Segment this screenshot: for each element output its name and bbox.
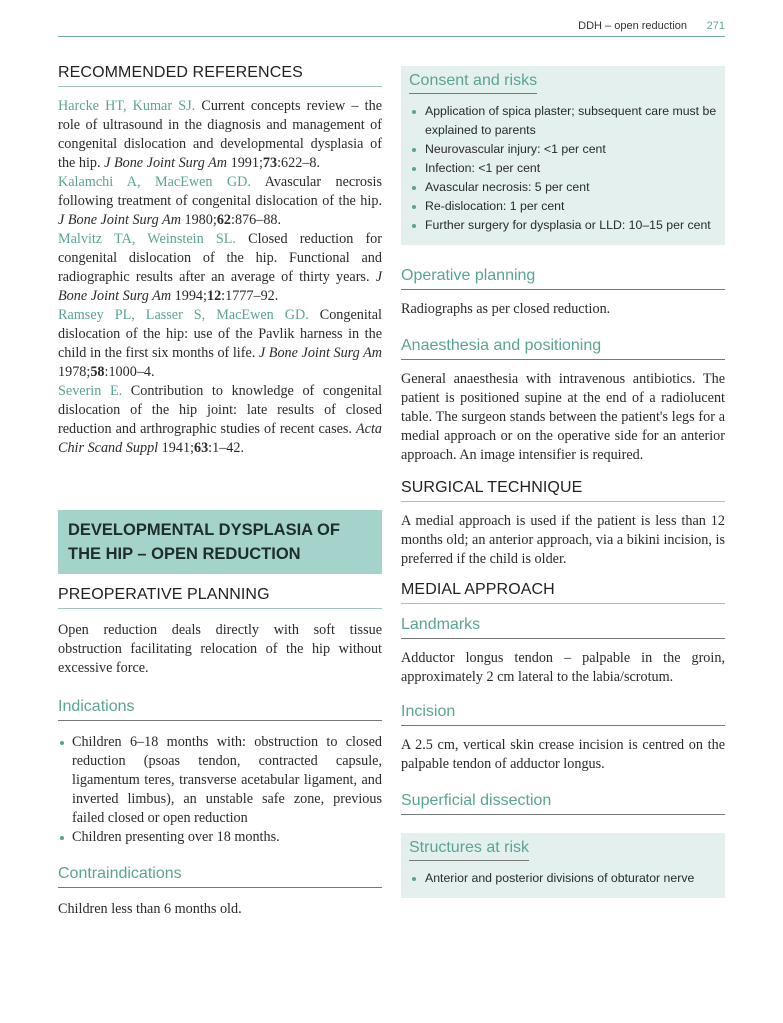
structures-list bbox=[409, 869, 717, 888]
operative-planning-heading: Operative planning bbox=[401, 267, 725, 290]
risk-item: Neurovascular injury: <1 per cent bbox=[409, 140, 717, 159]
left-column bbox=[58, 60, 382, 919]
contraindications-heading: Contraindications bbox=[58, 865, 382, 888]
incision-heading: Incision bbox=[401, 703, 725, 726]
running-title: DDH – open reduction bbox=[578, 20, 687, 32]
preoperative-text: Open reduction deals directly with soft tissue obstruction facilitating relocation of the hip without excessive force. bbox=[58, 622, 382, 676]
incision-text: A 2.5 cm, vertical skin crease incision is centred on the palpable tendon of adductor longus. bbox=[401, 737, 725, 772]
consent-list bbox=[409, 102, 717, 235]
reference-item: Severin E. Contribution to knowledge of congenital dislocation of the hip joint: late results of closed reduction and arthrographic studies of recent cases. Acta Chir Scand Suppl 1941;63:1–42. bbox=[58, 383, 382, 456]
risk-item: Re-dislocation: 1 per cent bbox=[409, 197, 717, 216]
page-number: 271 bbox=[706, 20, 725, 32]
medial-approach-heading: MEDIAL APPROACH bbox=[401, 581, 725, 604]
reference-item: Kalamchi A, MacEwen GD. Avascular necrosis following treatment of congenital dislocation of the hip. J Bone Joint Surg Am 1980;62:876–88. bbox=[58, 174, 382, 228]
superficial-dissection-heading: Superficial dissection bbox=[401, 792, 725, 815]
risk-item: Further surgery for dysplasia or LLD: 10–15 per cent bbox=[409, 216, 717, 235]
chapter-title: DEVELOPMENTAL DYSPLASIA OF THE HIP – OPEN REDUCTION bbox=[68, 521, 340, 563]
structures-at-risk-box bbox=[401, 833, 725, 898]
surgical-technique-heading: SURGICAL TECHNIQUE bbox=[401, 479, 725, 502]
consent-heading: Consent and risks bbox=[409, 72, 537, 94]
preoperative-heading: PREOPERATIVE PLANNING bbox=[58, 586, 382, 609]
risk-item: Infection: <1 per cent bbox=[409, 159, 717, 178]
reference-item: Harcke HT, Kumar SJ. Current concepts review – the role of ultrasound in the diagnosis and management of congenital dislocation and developmental dysplasia of the hip. J Bone Joint Surg Am 1991;73:622–8. bbox=[58, 98, 382, 171]
right-column bbox=[401, 66, 725, 898]
references-list bbox=[58, 97, 382, 458]
structure-item: Anterior and posterior divisions of obturator nerve bbox=[409, 869, 717, 888]
risk-item: Application of spica plaster; subsequent care must be explained to parents bbox=[409, 102, 717, 140]
chapter-title-box bbox=[58, 510, 382, 574]
landmarks-text: Adductor longus tendon – palpable in the groin, approximately 2 cm lateral to the labia/scrotum. bbox=[401, 650, 725, 685]
reference-authors[interactable]: Severin E. bbox=[58, 383, 123, 399]
anaesthesia-heading: Anaesthesia and positioning bbox=[401, 337, 725, 360]
consent-risks-box bbox=[401, 66, 725, 245]
contraindications-text: Children less than 6 months old. bbox=[58, 901, 242, 917]
indication-item: Children presenting over 18 months. bbox=[58, 828, 382, 847]
indications-heading: Indications bbox=[58, 698, 382, 721]
reference-item: Ramsey PL, Lasser S, MacEwen GD. Congenital dislocation of the hip: use of the Pavlik harness in the child in the first six months of life. J Bone Joint Surg Am 1978;58:1000–4. bbox=[58, 307, 383, 380]
running-header bbox=[58, 18, 725, 37]
surgical-technique-text: A medial approach is used if the patient is less than 12 months old; an anterior approach, via a bikini incision, is preferred if the child is older. bbox=[401, 513, 725, 567]
reference-authors[interactable]: Harcke HT, Kumar SJ. bbox=[58, 98, 196, 114]
operative-planning-text: Radiographs as per closed reduction. bbox=[401, 301, 611, 317]
reference-authors[interactable]: Malvitz TA, Weinstein SL. bbox=[58, 231, 236, 247]
indication-item: Children 6–18 months with: obstruction to closed reduction (psoas tendon, contracted capsule, ligamentum teres, transverse acetabular ligament, and inverted limbus), an unstable safe zone, previous failed closed or open reduction bbox=[58, 733, 382, 828]
landmarks-heading: Landmarks bbox=[401, 616, 725, 639]
reference-item: Malvitz TA, Weinstein SL. Closed reduction for congenital dislocation of the hip. Functional and radiographic results after an average of thirty years. J Bone Joint Surg Am 1994;12:1777–92. bbox=[58, 231, 382, 304]
anaesthesia-text: General anaesthesia with intravenous antibiotics. The patient is positioned supine at the end of a radiolucent table. The surgeon stands between the patient's legs for a medial approach or on the operative side for an anterior approach. An image intensifier is required. bbox=[401, 371, 725, 463]
reference-authors[interactable]: Kalamchi A, MacEwen GD. bbox=[58, 174, 251, 190]
risk-item: Avascular necrosis: 5 per cent bbox=[409, 178, 717, 197]
reference-authors[interactable]: Ramsey PL, Lasser S, MacEwen GD. bbox=[58, 307, 309, 323]
indications-list bbox=[58, 733, 382, 847]
structures-at-risk-heading: Structures at risk bbox=[409, 839, 529, 861]
references-heading: RECOMMENDED REFERENCES bbox=[58, 64, 382, 87]
